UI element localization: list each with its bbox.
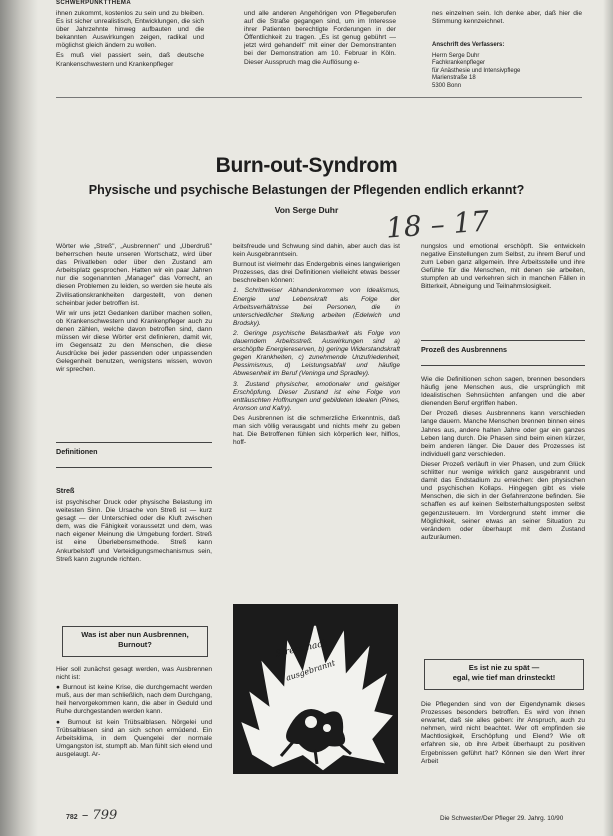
column-1-intro (56, 243, 212, 433)
address-line: Marienstraße 18 (432, 75, 476, 82)
callout-burnout (62, 626, 208, 657)
column-3-intro (421, 243, 585, 335)
paragraph: nungslos und emotional erschöpft. Sie entwickeln negative Einstellungen zum Selbst, zu ihrem Beruf und zum Leben ganz allgemein. Ihre Arbeitsstelle und ihre Gefühle für die Menschen, mit denen sie arbeiten, stumpfen ab und verkehren sich in manchen Fällen in Bitterkeit, Abneigung und Teilnahmslosigkeit. (421, 243, 585, 291)
page-number (66, 808, 117, 823)
paragraph: Burnout ist vielmehr das Endergebnis eines langwierigen Prozesses, das drei Definitionen vielleicht etwas besser beschreiben können: (233, 261, 400, 285)
byline: Von Serge Duhr (274, 205, 339, 215)
callout-line: Es ist nie zu spät — (468, 663, 540, 672)
scan-shadow-left (0, 0, 38, 836)
top-column-2 (244, 10, 396, 92)
column-3-process (421, 376, 585, 634)
paragraph: ihnen zukommt, kostenlos zu sein und zu bleiben. Es ist sicher unrealistisch, Entwicklungen, die sich über Jahrzehnte hinweg aufbauten und die bekannten Auswirkungen zeigen, radikal und möglichst gleich ändern zu wollen. (56, 10, 204, 50)
divider (421, 340, 585, 341)
paragraph: Wörter wie „Streß", „Ausbrennen" und „Überdruß" beherrschen heute unseren Wortschatz, wird über das Privatleben oder über den Zustand am Arbeitsplatz gesprochen. Hatten wir ein paar Jahren nur die sogenannten „Manager" das Vorrecht, an diesen Problemen zu leiden, so werden sie heute als Zivilisationskrankheiten dargestellt, von denen scheinbar jeder betroffen ist. (56, 243, 212, 307)
illustration-caption: ausgebrannt (284, 658, 337, 683)
paragraph: beitsfreude und Schwung sind dahin, aber auch das ist kein Ausgebranntsein. (233, 243, 400, 259)
paragraph: Die Pflegenden sind von der Eigendynamik dieses Prozesses besonders betroffen. Es wird von ihnen erwartet, daß sie alles geben: ihr Anspruch, auch zu nehmen, wird nicht beachtet. Wer oft empfinden sie Machtlosigkeit, Erschöpfung und Elend? Wie oft erfahren sie, ob ihre Arbeit überhaupt zu positiven Ergebnissen geführt hat? Können sie den Wert ihrer Arbeit (421, 701, 585, 765)
top-column-3 (432, 10, 582, 32)
burnout-text (56, 666, 212, 806)
callout-line: egal, wie tief man drinsteckt! (452, 673, 556, 682)
journal-footer: Die Schwester/Der Pfleger 29. Jahrg. 10/90 (440, 815, 564, 822)
paragraph: nes einzelnen sein. Ich denke aber, daß hier die Stimmung kennzeichnet. (432, 10, 582, 26)
address-line: für Anästhesie und Intensivpflege (432, 67, 521, 74)
paragraph: ist psychischer Druck oder physische Belastung im weitesten Sinn. Die Ursache von Streß ist — kurz gesagt — der Unterschied oder die Kluft zwischen dem, was die Fähigkeit voraussetzt und dem, was nach eigener Meinung die Umgebung fordert. Streß ist eine Überlebensmethode. Streß kann Ankurbelstoff und Verteidigungsmechanismus sein, Streß kann zugrunde richten. (56, 499, 212, 563)
paragraph: Wir wir uns jetzt Gedanken darüber machen sollen, ob Krankenschwestern und Krankenpfleger auch zu denen zählen, welche davon betroffen sind, dann müssen wir diese Wörter erst definieren, damit wir, im Gegensatz zu den Menschen, die diese Ausdrücke bei jeder passenden oder unpassenden Gelegenheit benutzen, wenigstens wissen, wovon wir sprechen. (56, 309, 212, 374)
paragraph: Wie die Definitionen schon sagen, brennen besonders häufig jene Menschen aus, die ursprünglich mit Idealistischen Sehnsüchten anfangen und die aber dienenden Beruf ergriffen haben. (421, 376, 585, 408)
divider (56, 97, 582, 98)
definitions-heading: Definitionen (56, 447, 98, 456)
column-3-end (421, 701, 585, 806)
definition-item: 3. Zustand physischer, emotionaler und geistiger Erschöpfung. Dieser Zustand ist eine Folge von enttäuschten Hoffnungen und gebildeten Idealen (Pines, Aronson und Kafry). (233, 380, 400, 412)
paragraph: Hier soll zunächst gesagt werden, was Ausbrennen nicht ist: (56, 666, 212, 682)
paragraph: Der Prozeß dieses Ausbrennens kann verschieden lange dauern. Manche Menschen brennen binnen eines Jahres aus, andere halten Jahre oder gar ein ganzes Leben lang durch. Die Phasen sind beim einen kürzer, beim anderen länger. Die Dauer des Prozesses ist individuell ganz verschieden. (421, 410, 585, 458)
paragraph: Es muß viel passiert sein, daß deutsche Krankenschwestern und Krankenpfleger (56, 52, 204, 68)
paragraph: Dieser Prozeß verläuft in vier Phasen, und zum Glück schlitter nur wenige wirklich ganz ausgebrannt und damit das Endstadium zu erreichen: den physischen und psychischen Kollaps. Hingegen gibt es viele Menschen, die sich in der Gefahrenzone befinden. Sie schaffen es auf keinen Selbsterhaltungsposten selbst gegenzusteuern. Im Vordergrund steht immer die Möglichkeit, seiner etwas an seiner Situation zu verändern oder überhaupt mit dem Zustand aufzuräumen. (421, 460, 585, 541)
top-column-1 (56, 10, 204, 92)
flame-drawing (233, 604, 398, 774)
illustration-caption: Stress nach (274, 638, 329, 660)
section-tag: SCHWERPUNKTTHEMA (56, 0, 132, 6)
handwritten-note: 18 – 17 (384, 204, 491, 245)
author-address (432, 42, 520, 91)
address-line: Herrn Serge Duhr (432, 52, 480, 59)
paragraph: ● Burnout ist kein Trübsalblasen. Nörgelei und Trübsalblasen sind an sich schon ermüdend. Ein Arbeitsklima, in dem Quengelei der normale Umgangston ist, stumpft ab. Man fühlt sich elend und ausgelaugt. Ar- (56, 718, 212, 758)
stress-text (56, 499, 212, 619)
article-subheadline: Physische und psychische Belastungen der Pflegenden endlich erkannt? (88, 183, 525, 197)
burnout-illustration (233, 604, 398, 774)
address-line: Fachkrankenpfleger (432, 60, 486, 67)
stress-heading: Streß (56, 486, 75, 495)
divider (421, 365, 585, 366)
printed-page-number: 782 (66, 814, 78, 821)
column-2 (233, 243, 400, 598)
paragraph: Des Ausbrennen ist die schmerzliche Erkenntnis, daß man sich völlig verausgabt und nichts mehr zu geben hat. Die Betroffenen fühlen sich körperlich leer, hilflos, hoff- (233, 414, 400, 447)
paragraph: und alle anderen Angehörigen von Pflegeberufen auf die Straße gegangen sind, um im Interesse ihrer Patienten berechtigte Forderungen in der Öffentlichkeit zu tragen. „Es ist genug gebührt — jetzt wird gehandelt" mit einer der Demonstranten bei der Demonstration am 10. Februar in Köln. Dieser Ausspruch mag die Auflösung e- (244, 10, 396, 66)
paragraph: ● Burnout ist keine Krise, die durchgemacht werden muß, aus der man schließlich, nach dem Durchgang, heil hervorgekommen kann, die aber in Geduld und Ruhe durchgestanden werden kann. (56, 684, 212, 716)
callout-line: Burnout? (118, 640, 152, 649)
definition-item: 1. Schrittweiser Abhandenkommen von Idealismus, Energie und Lebenskraft als Folge der Arbeitsverhältnisse bei Personen, die in unterschiedlicher Stellung arbeiten (Edelwich und Brodsky). (233, 287, 400, 327)
divider (56, 467, 212, 468)
handwritten-page-number: – 799 (81, 808, 118, 823)
address-line: 5300 Bonn (432, 82, 462, 89)
definition-item: 2. Geringe psychische Belastbarkeit als Folge von dauerndem Arbeitsstreß. Auswirkungen sind a) erschöpfte Energiereserven, b) geringe Widerstandskraft gegen Krankheiten, c) zunehmende Unzufriedenheit, Pessimismus, d) Leistungsabfall und häufige Abwesenheit im Beruf (Veninga und Spradley). (233, 329, 400, 378)
article-headline: Burn-out-Syndrom (215, 154, 398, 177)
address-heading: Anschrift des Verfassers: (432, 42, 505, 48)
callout-line: Was ist aber nun Ausbrennen, (81, 630, 189, 639)
divider (56, 442, 212, 443)
scan-shadow-right (603, 0, 613, 836)
process-heading: Prozeß des Ausbrennens (421, 345, 508, 354)
callout-never-too-late (424, 659, 584, 690)
